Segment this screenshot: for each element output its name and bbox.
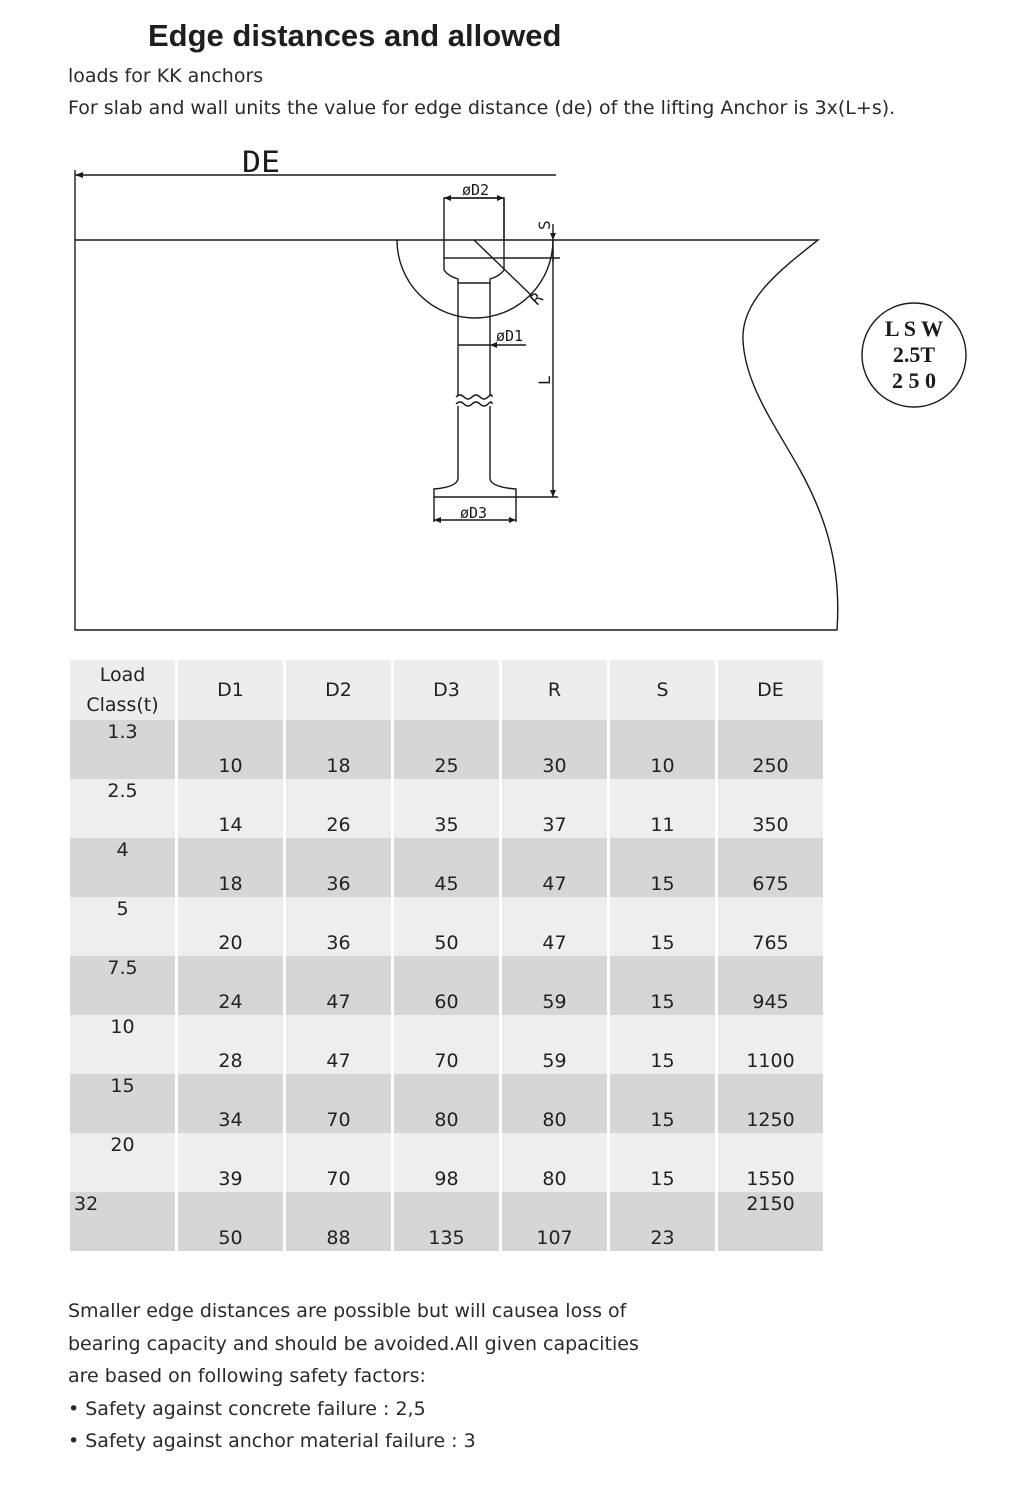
cell-s: 10 [610, 720, 715, 779]
cell-d3: 135 [394, 1192, 499, 1251]
cell-d1: 39 [178, 1133, 283, 1192]
cell-r: 59 [502, 1015, 607, 1074]
table-row [70, 1015, 823, 1074]
cell-d3: 80 [394, 1074, 499, 1133]
cell-d2: 47 [286, 1015, 391, 1074]
stamp-line-2: 2.5T [892, 342, 936, 367]
cell-de: 2150 [718, 1192, 823, 1251]
cell-load: 4 [70, 838, 175, 897]
cell-load: 1.3 [70, 720, 175, 779]
bullet-concrete-failure: • Safety against concrete failure : 2,5 [68, 1393, 688, 1426]
recess-sphere [397, 240, 553, 318]
cell-d1: 18 [178, 838, 283, 897]
cell-d1: 24 [178, 956, 283, 1015]
table-header-row [70, 660, 823, 720]
cell-r: 47 [502, 838, 607, 897]
cell-d2: 36 [286, 897, 391, 956]
cell-d3: 50 [394, 897, 499, 956]
cell-r: 107 [502, 1192, 607, 1251]
cell-d2: 18 [286, 720, 391, 779]
anchor-foot [434, 478, 516, 497]
cell-s: 15 [610, 956, 715, 1015]
header-load-class [70, 660, 175, 720]
cell-de: 1100 [718, 1015, 823, 1074]
note-line: Smaller edge distances are possible but will causea loss of [68, 1300, 627, 1322]
cell-d1: 28 [178, 1015, 283, 1074]
cell-s: 23 [610, 1192, 715, 1251]
label-d1: øD1 [496, 327, 524, 345]
cell-d2: 70 [286, 1074, 391, 1133]
edge-distance-table [67, 660, 826, 1251]
cell-d2: 88 [286, 1192, 391, 1251]
table-row [70, 1133, 823, 1192]
bullet-anchor-material-failure: • Safety against anchor material failure : 3 [68, 1425, 688, 1458]
cell-d3: 60 [394, 956, 499, 1015]
cell-de: 350 [718, 779, 823, 838]
cell-s: 15 [610, 838, 715, 897]
table-row [70, 720, 823, 779]
note-line: are based on following safety factors: [68, 1365, 426, 1387]
anchor-head [444, 258, 504, 283]
cell-r: 30 [502, 720, 607, 779]
label-l: L [535, 375, 554, 385]
label-s: S [535, 220, 554, 230]
cell-d1: 20 [178, 897, 283, 956]
cell-d2: 26 [286, 779, 391, 838]
cell-r: 37 [502, 779, 607, 838]
cell-s: 15 [610, 1074, 715, 1133]
cell-d2: 47 [286, 956, 391, 1015]
header-s: S [610, 660, 715, 720]
table-row [70, 956, 823, 1015]
table-row [70, 897, 823, 956]
cell-s: 15 [610, 1015, 715, 1074]
header-de: DE [718, 660, 823, 720]
cell-d3: 45 [394, 838, 499, 897]
stamp-line-1: L S W [884, 316, 944, 341]
cell-load: 20 [70, 1133, 175, 1192]
cell-d1: 14 [178, 779, 283, 838]
cell-r: 80 [502, 1074, 607, 1133]
label-d3: øD3 [460, 504, 488, 522]
cell-de: 1250 [718, 1074, 823, 1133]
note-line: bearing capacity and should be avoided.All given capacities [68, 1332, 639, 1355]
cell-r: 59 [502, 956, 607, 1015]
cell-d3: 70 [394, 1015, 499, 1074]
cell-d3: 25 [394, 720, 499, 779]
page-description: For slab and wall units the value for edge distance (de) of the lifting Anchor is 3x(L+s). [68, 97, 896, 119]
stamp-line-3: 2 5 0 [892, 368, 936, 393]
recess-former [444, 198, 504, 258]
cell-d1: 10 [178, 720, 283, 779]
label-d2: øD2 [462, 181, 490, 199]
cell-s: 15 [610, 897, 715, 956]
table-row [70, 1074, 823, 1133]
cell-d3: 98 [394, 1133, 499, 1192]
header-load-line-1: Load [99, 664, 146, 686]
cell-load: 15 [70, 1074, 175, 1133]
header-load-line-2: Class(t) [86, 694, 159, 716]
cell-d1: 34 [178, 1074, 283, 1133]
slab-outline [75, 240, 838, 630]
cell-de: 1550 [718, 1133, 823, 1192]
header-d1: D1 [178, 660, 283, 720]
header-r: R [502, 660, 607, 720]
header-d3: D3 [394, 660, 499, 720]
cell-load: 32 [70, 1192, 175, 1251]
shaft-break [456, 395, 492, 399]
cell-d3: 35 [394, 779, 499, 838]
safety-notes [68, 1295, 688, 1458]
cell-d2: 70 [286, 1133, 391, 1192]
cell-load: 7.5 [70, 956, 175, 1015]
cell-d2: 36 [286, 838, 391, 897]
anchor-technical-drawing [0, 140, 1020, 640]
cell-load: 10 [70, 1015, 175, 1074]
cell-de: 945 [718, 956, 823, 1015]
header-d2: D2 [286, 660, 391, 720]
table-row [70, 779, 823, 838]
cell-load: 5 [70, 897, 175, 956]
cell-load: 2.5 [70, 779, 175, 838]
cell-s: 11 [610, 779, 715, 838]
cell-de: 250 [718, 720, 823, 779]
page-subtitle: loads for KK anchors [68, 65, 264, 87]
cell-r: 47 [502, 897, 607, 956]
cell-d1: 50 [178, 1192, 283, 1251]
page-title: Edge distances and allowed [148, 18, 562, 53]
cell-s: 15 [610, 1133, 715, 1192]
table-row [70, 1192, 823, 1251]
cell-r: 80 [502, 1133, 607, 1192]
label-de: DE [242, 145, 280, 179]
cell-de: 675 [718, 838, 823, 897]
r-radius-line [474, 240, 532, 296]
table-row [70, 838, 823, 897]
cell-de: 765 [718, 897, 823, 956]
label-r: R [526, 288, 547, 309]
